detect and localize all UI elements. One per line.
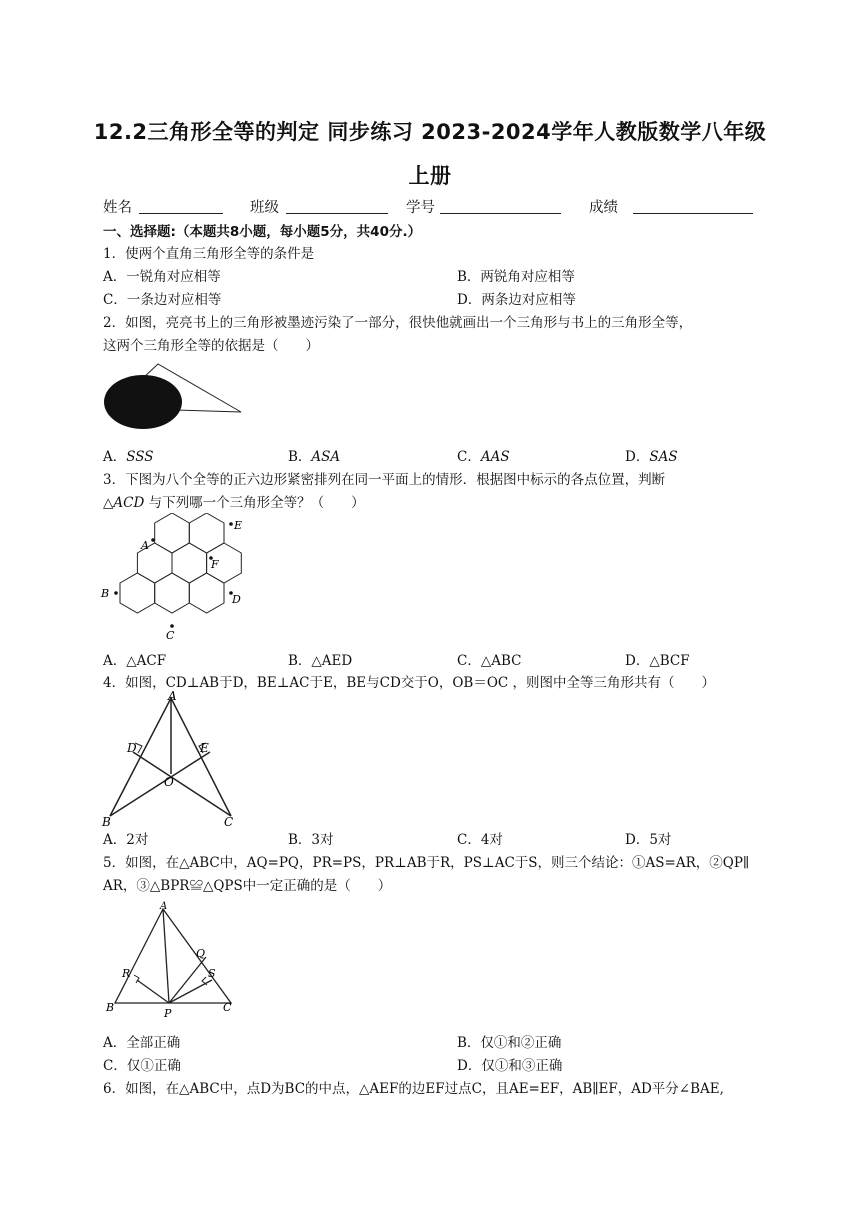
q4-option-b[interactable]: B．3对 <box>288 832 334 848</box>
q5-option-c[interactable]: C．仅①正确 <box>103 1058 181 1074</box>
q5-option-b[interactable]: B．仅①和②正确 <box>457 1035 562 1051</box>
q1-option-c[interactable]: C．一条边对应相等 <box>103 292 222 308</box>
q3-hexagon <box>172 543 207 583</box>
q4-option-d[interactable]: D．5对 <box>625 832 672 848</box>
q3-label-c: C <box>166 629 175 642</box>
section-heading: 一、选择题:（本题共8小题，每小题5分，共40分.） <box>103 224 422 240</box>
q3-option-c[interactable]: C．△ABC <box>457 653 522 669</box>
q3-hexagon <box>189 573 224 613</box>
q2-option-b[interactable]: B．ASA <box>288 449 341 465</box>
q3-option-d[interactable]: D．△BCF <box>625 653 690 669</box>
q3-label-b: B <box>101 587 110 600</box>
q5-label-p: P <box>164 1007 172 1020</box>
q4-label-b: B <box>102 815 111 828</box>
q3-hexagon <box>189 513 224 553</box>
q4-option-c[interactable]: C．4对 <box>457 832 503 848</box>
q1-option-b[interactable]: B．两锐角对应相等 <box>457 269 575 285</box>
q2-option-c[interactable]: C．AAS <box>457 449 510 465</box>
q5-triangle-figure <box>100 897 240 1022</box>
q5-option-a[interactable]: A．全部正确 <box>103 1035 181 1051</box>
q4-stem: 4．如图，CD⊥AB于D，BE⊥AC于E，BE与CD交于O，OB＝OC ，则图中全等三角形共有（ ） <box>103 675 716 691</box>
q4-label-o: O <box>164 775 174 789</box>
q3-stem-line1: 3．下图为八个全等的正六边形紧密排列在同一平面上的情形．根据图中标示的各点位置，判断 <box>103 472 666 488</box>
q4-label-d: D <box>127 741 137 755</box>
q5-option-d[interactable]: D．仅①和③正确 <box>457 1058 563 1074</box>
q5-label-q: Q <box>196 947 206 960</box>
q5-stem-line2: AR，③△BPR≌△QPS中一定正确的是（ ） <box>103 878 392 894</box>
worksheet-title-line1: 12.2三角形全等的判定 同步练习 2023-2024学年人教版数学八年级 <box>93 120 767 144</box>
q2-stem-line2: 这两个三角形全等的依据是（ ） <box>103 338 319 354</box>
worksheet-title-line2: 上册 <box>408 164 452 188</box>
q5-label-r: R <box>122 967 131 980</box>
q3-label-a: A <box>141 539 149 552</box>
q2-stem-line1: 2．如图，亮亮书上的三角形被墨迹污染了一部分，很快他就画出一个三角形与书上的三角形全等， <box>103 315 693 331</box>
q4-label-a: A <box>168 690 177 703</box>
score-label: 成绩 <box>589 200 618 216</box>
q3-label-e: E <box>234 519 243 532</box>
class-label: 班级 <box>250 200 279 216</box>
q1-stem: 1．使两个直角三角形全等的条件是 <box>103 246 315 262</box>
q3-hexagon-figure <box>100 513 255 643</box>
q4-option-a[interactable]: A．2对 <box>103 832 149 848</box>
q3-hexagon <box>155 513 190 553</box>
q3-hexagon <box>120 573 155 613</box>
q3-hexagon <box>155 573 190 613</box>
q3-label-f: F <box>211 558 219 571</box>
name-label: 姓名 <box>103 200 132 216</box>
q1-option-d[interactable]: D．两条边对应相等 <box>457 292 576 308</box>
student-id-field[interactable] <box>440 213 561 214</box>
q4-triangle-figure <box>100 690 240 828</box>
q5-label-b: B <box>106 1001 115 1014</box>
student-id-label: 学号 <box>406 200 435 216</box>
q4-label-c: C <box>224 815 234 828</box>
q1-option-a[interactable]: A．一锐角对应相等 <box>103 269 221 285</box>
name-field[interactable] <box>139 213 223 214</box>
q3-label-d: D <box>232 593 241 606</box>
score-field[interactable] <box>633 213 753 214</box>
q2-ink-triangle-figure <box>103 360 248 435</box>
q2-option-a[interactable]: A．SSS <box>103 449 154 465</box>
q4-label-e: E <box>200 741 209 755</box>
q5-stem-line1: 5．如图，在△ABC中，AQ=PQ，PR=PS，PR⊥AB于R，PS⊥AC于S，则三个结论：①AS=AR，②QP∥ <box>103 855 750 871</box>
q2-option-d[interactable]: D．SAS <box>625 449 678 465</box>
q3-stem-line2: △ACD 与下列哪一个三角形全等？（ ） <box>103 495 365 511</box>
q6-stem-line1: 6．如图，在△ABC中，点D为BC的中点，△AEF的边EF过点C，且AE=EF，AB∥EF，AD平分∠BAE, <box>103 1081 724 1097</box>
q3-option-b[interactable]: B．△AED <box>288 653 353 669</box>
q5-label-s: S <box>208 967 216 980</box>
q5-label-c: C <box>223 1001 232 1014</box>
q5-label-a: A <box>160 901 168 912</box>
q3-option-a[interactable]: A．△ACF <box>103 653 167 669</box>
class-field[interactable] <box>286 213 388 214</box>
